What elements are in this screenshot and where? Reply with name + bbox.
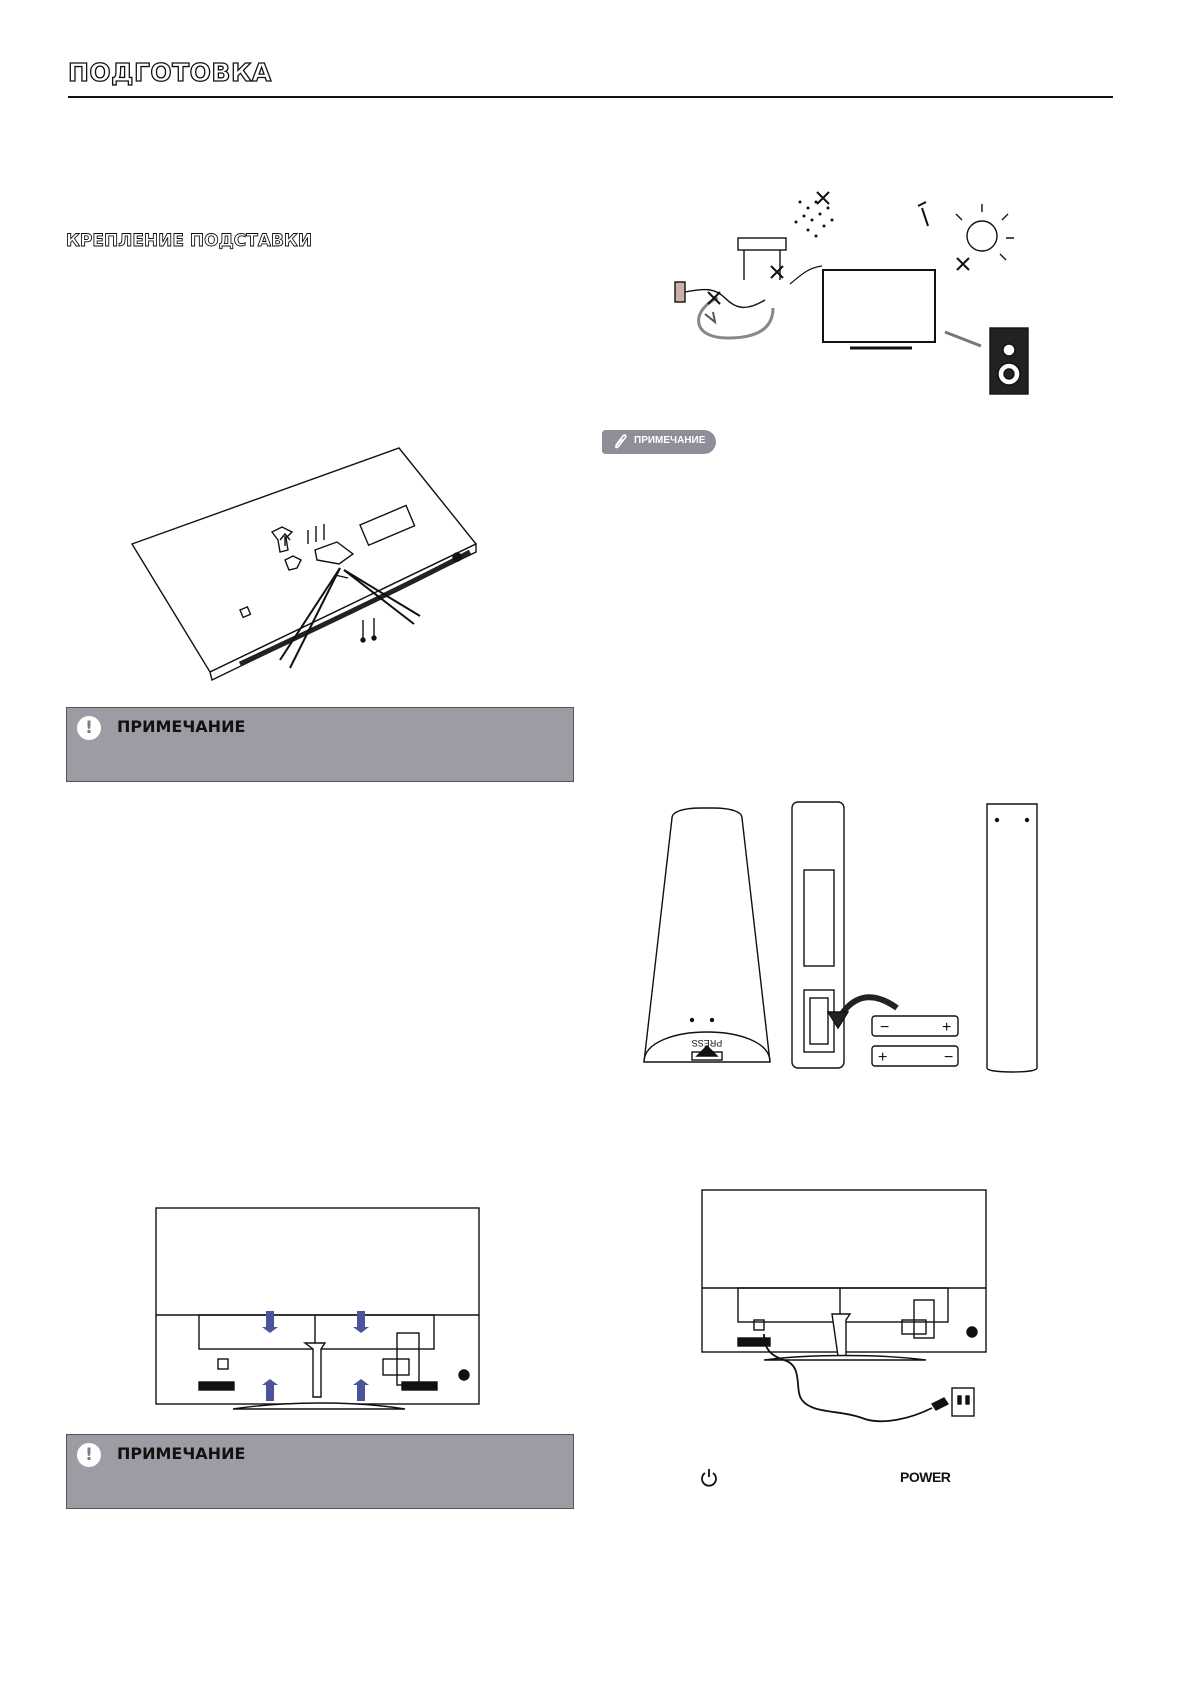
power-icon <box>700 1468 718 1488</box>
power-connection-illustration <box>700 1188 990 1432</box>
battery-icon <box>872 1016 958 1066</box>
page-title: ПОДГОТОВКА <box>68 58 272 87</box>
exclamation-icon: ! <box>77 716 101 740</box>
svg-text:+: + <box>942 1019 952 1036</box>
note-label: ПРИМЕЧАНИЕ <box>117 717 246 736</box>
note-label: ПРИМЕЧАНИЕ <box>117 1444 246 1463</box>
exclamation-icon: ! <box>77 1443 101 1467</box>
title-divider <box>68 96 1113 98</box>
remote-battery-illustration <box>642 800 1042 1080</box>
power-button-label: POWER <box>900 1469 951 1485</box>
rain-drops <box>795 201 834 238</box>
section-heading-stand: КРЕПЛЕНИЕ ПОДСТАВКИ <box>66 231 313 251</box>
tv-rear-stand-illustration <box>155 1207 481 1425</box>
svg-text:+: + <box>878 1049 888 1066</box>
press-label: PRESS <box>691 1038 723 1048</box>
svg-text:−: − <box>880 1019 890 1036</box>
note-pill <box>602 430 716 454</box>
note-box-stand <box>66 707 574 782</box>
safety-warnings-illustration <box>660 188 1045 398</box>
note-box-tv-rear <box>66 1434 574 1509</box>
svg-text:−: − <box>944 1049 954 1066</box>
paperclip-icon <box>612 433 628 451</box>
note-pill-label: ПРИМЕЧАНИЕ <box>634 435 706 446</box>
stand-assembly-illustration <box>130 440 490 690</box>
